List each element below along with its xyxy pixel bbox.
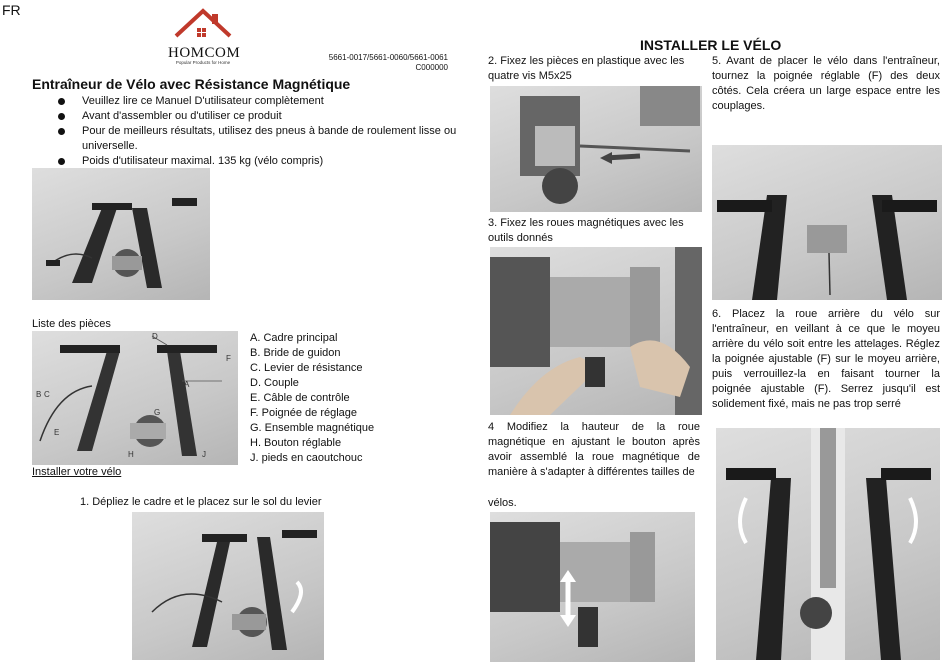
step-3-text: 3. Fixez les roues magnétiques avec les outils donnés (488, 217, 684, 244)
diagram-letter-b: B (36, 390, 42, 399)
bullet-item: Avant d'assembler ou d'utiliser ce produit (58, 109, 468, 124)
part-item: A. Cadre principal (250, 332, 338, 344)
step-5-photo (712, 145, 942, 300)
step-1-photo (132, 512, 324, 660)
rotate-arrow-icon (292, 582, 301, 612)
homcom-logo (168, 6, 241, 65)
parts-list (250, 331, 374, 466)
bullet-item: Poids d'utilisateur maximal. 135 kg (vélo compris) (58, 154, 468, 169)
step-4-photo (490, 512, 695, 662)
language-label: FR (2, 2, 21, 18)
part-item: G. Ensemble magnétique (250, 422, 375, 434)
step-5-text: 5. Avant de placer le vélo dans l'entraîneur, tournez la poignée réglable (F) des deux côtés. Cela créera un large espace entre les couplages. (712, 55, 940, 112)
part-item: B. Bride de guidon (250, 347, 341, 359)
step-3-photo (490, 247, 702, 415)
part-item: E. Câble de contrôle (250, 392, 350, 404)
part-item: J. pieds en caoutchouc (250, 452, 363, 464)
product-code-line1: 5661-0017/5661-0060/5661-0061 (328, 53, 448, 62)
step-4-continuation: vélos. (488, 497, 517, 509)
step-1-text: 1. Dépliez le cadre et le placez sur le sol du levier (80, 496, 322, 508)
part-item: C. Levier de résistance (250, 362, 363, 374)
trainer-photo (32, 168, 210, 300)
diagram-letter-f: F (226, 354, 231, 363)
install-section-title: Installer votre vélo (32, 466, 122, 478)
logo-tagline: Popular Products for Home (175, 60, 231, 65)
bullet-item: Veuillez lire ce Manuel D'utilisateur complètement (58, 94, 468, 109)
step-6-photo (716, 428, 940, 660)
rotate-arrow-right-icon (910, 498, 916, 543)
diagram-letter-h: H (128, 450, 134, 459)
diagram-letter-d: D (152, 332, 158, 341)
parts-diagram-photo (32, 331, 238, 465)
diagram-letter-g: G (154, 408, 161, 417)
diagram-letter-e: E (54, 428, 60, 437)
instruction-bullets (58, 94, 468, 169)
part-item: F. Poignée de réglage (250, 407, 358, 419)
product-code-line2: C000000 (415, 63, 448, 72)
page-title: Entraîneur de Vélo avec Résistance Magnétique (32, 76, 351, 92)
step-2-photo (490, 86, 702, 212)
product-codes (318, 53, 448, 73)
part-item: H. Bouton réglable (250, 437, 342, 449)
install-heading: INSTALLER LE VÉLO (640, 37, 782, 53)
parts-list-title: Liste des pièces (32, 318, 111, 330)
step-4-text: 4 Modifiez la hauteur de la roue magnétique en ajustant le bouton après avoir assemblé la roue magnétique de manière à s'adapter à différentes tailles de (488, 421, 700, 478)
part-item: D. Couple (250, 377, 299, 389)
bullet-item: Pour de meilleurs résultats, utilisez des pneus à bande de roulement lisse ou universelle. (58, 124, 468, 154)
logo-brand: HOMCOM (168, 45, 241, 61)
step-6-text: 6. Placez la roue arrière du vélo sur l'entraîneur, en veillant à ce que le moyeu arrière du vélo soit entre les attelages. Réglez la poignée ajustable (F) sur le moyeu arrière, puis verrouillez-la en faisant tourner la poignée ajustable (F). Serrez jusqu'il est solidement fixé, mais ne pas trop serré (712, 308, 940, 410)
diagram-letter-j: J (202, 450, 206, 459)
diagram-letter-a: A (184, 380, 190, 389)
house-roof-icon (168, 6, 238, 46)
diagram-letter-c: C (44, 390, 50, 399)
rotate-arrow-left-icon (740, 498, 746, 543)
step-2-text: 2. Fixez les pièces en plastique avec les quatre vis M5x25 (488, 55, 685, 82)
